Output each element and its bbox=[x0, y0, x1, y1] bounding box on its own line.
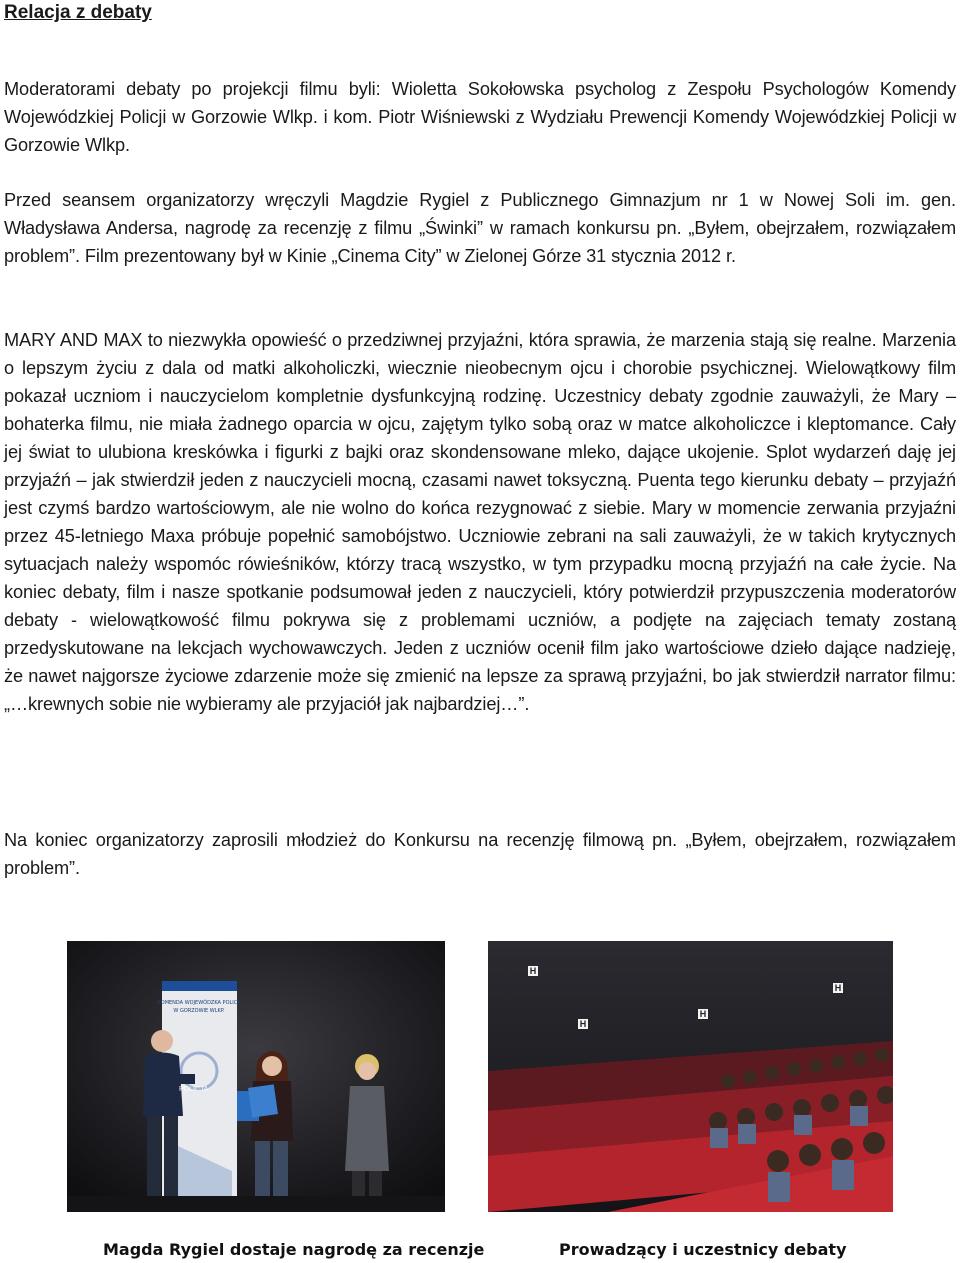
paragraph-moderators: Moderatorami debaty po projekcji filmu byli: Wioletta Sokołowska psycholog z Zespołu Psychologów Komendy Wojewódzkiej Policji w Gorzowie Wlkp. i kom. Piotr Wiśniewski z Wydziału Prewencji Komendy Wojewódzkiej Policji w Gorzowie Wlkp. bbox=[4, 79, 956, 155]
photo-award-ceremony bbox=[67, 941, 445, 1212]
document-title: Relacja z debaty bbox=[4, 2, 152, 23]
banner-line-1: KOMENDA WOJEWÓDZKA POLICJI bbox=[157, 1000, 241, 1006]
photo-caption-audience: Prowadzący i uczestnicy debaty bbox=[559, 1240, 847, 1259]
paragraph-award: Przed seansem organizatorzy wręczyli Magdzie Rygiel z Publicznego Gimnazjum nr 1 w Nowej Soli im. gen. Władysława Andersa, nagrodę za recenzję z filmu „Świnki” w ramach konkursu pn. „Byłem, obejrzałem, rozwiązałem problem”. Film prezentowany był w Kinie „Cinema City” w Zielonej Górze 31 stycznia 2012 r. bbox=[4, 190, 956, 266]
exit-sign-1: H bbox=[529, 966, 537, 976]
paragraph-contest-invitation: Na koniec organizatorzy zaprosili młodzież do Konkursu na recenzję filmową pn. „Byłem, obejrzałem, rozwiązałem problem”. bbox=[4, 830, 956, 878]
banner-line-2: W GORZOWIE WLKP. bbox=[173, 1008, 225, 1014]
photo-caption-award: Magda Rygiel dostaje nagrodę za recenzje bbox=[103, 1240, 485, 1259]
exit-sign-3: H bbox=[579, 1019, 587, 1029]
exit-sign-4: H bbox=[834, 983, 842, 993]
photo-cinema-audience bbox=[488, 941, 893, 1212]
exit-sign-2: H bbox=[699, 1009, 707, 1019]
vest-label: POLICJA bbox=[179, 1086, 209, 1093]
paragraph-film-discussion: MARY AND MAX to niezwykła opowieść o przedziwnej przyjaźni, która sprawia, że marzenia stają się realne. Marzenia o lepszym życiu z dala od matki alkoholiczki, wiecznie nieobecnym ojcu i chorobie psychicznej. Wielowątkowy film pokazał uczniom i nauczycielom kompletnie dysfunkcyjną rodzinę. Uczestnicy debaty zgodnie zauważyli, że Mary – bohaterka filmu, nie miała żadnego oparcia w ojcu, zajętym tylko sobą oraz w matce alkoholiczce i kleptomance. Cały jej świat to ulubiona kreskówka i figurki z bajki oraz skondensowane mleko, dające ukojenie. Splot wydarzeń daję jej przyjaźń – jak stwierdził jeden z nauczycieli mocną, czasami nawet toksyczną. Puenta tego kierunku debaty – przyjaźń jest czymś bardzo wartościowym, ale nie wolno do końca rezygnować z siebie. Mary w momencie zerwania przyjaźni przez 45-letniego Maxa próbuje popełnić samobójstwo. Uczniowie zebrani na sali zauważyli, że w takich krytycznych sytuacjach należy wspomóc rówieśników, którzy tracą wszystko, w tym przypadku mocną przyjaźń na całe życie. Na koniec debaty, film i nasze spotkanie podsumował jeden z nauczycieli, który potwierdził przypuszczenia moderatorów debaty - wielowątkowość filmu pokrywa się z problemami uczniów, a podjęte na zajęciach tematy zostaną przedyskutowane na lekcjach wychowawczych. Jeden z uczniów ocenił film jako wartościowe dzieło dające nadzieję, że nawet najgorsze życiowe zdarzenie może się zmienić na lepsze za sprawą przyjaźni, bo jak stwierdził narrator filmu: „…krewnych sobie nie wybieramy ale przyjaciół jak najbardziej…”. bbox=[4, 330, 956, 714]
